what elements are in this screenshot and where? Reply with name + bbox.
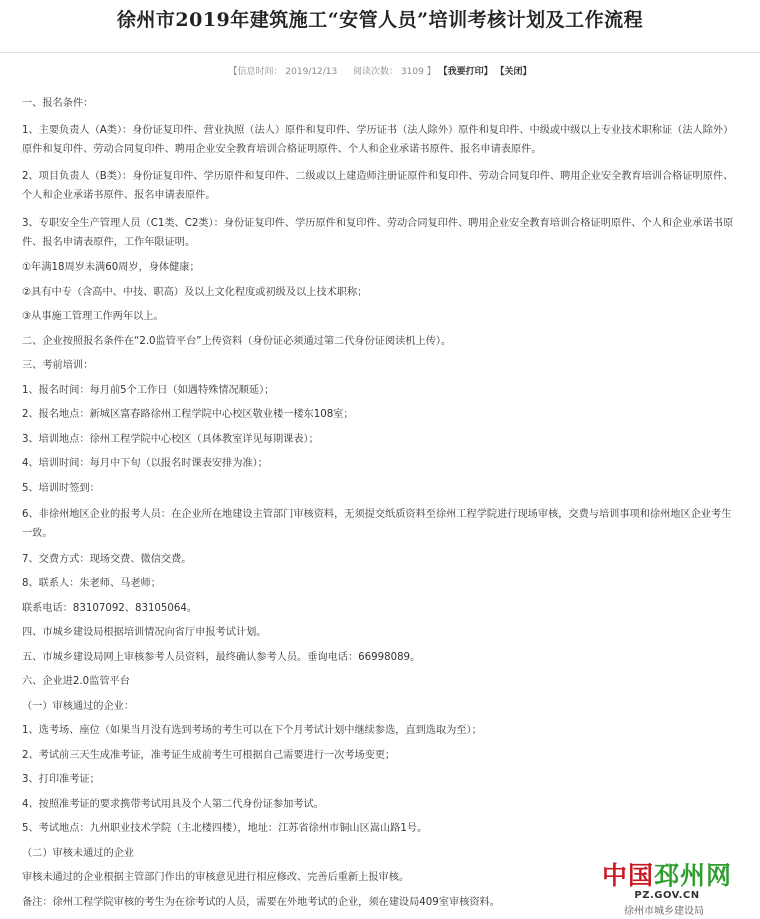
watermark-domain: PZ.GOV.CN	[634, 890, 700, 901]
training-item-6: 6、非徐州地区企业的报考人员：在企业所在地建设主管部门审核资料，无须提交纸质资料至徐州工程学院进行现场审核，交费与培训事项和徐州地区企业考生一致。	[22, 509, 732, 539]
training-item-3: 3、培训地点：徐州工程学院中心校区（具体教室详见每期课表）；	[22, 433, 319, 445]
info-time-label: 【信息时间：	[228, 67, 283, 77]
rejected-note: 审核未通过的企业根据主管部门作出的审核意见进行相应修改、完善后重新上报审核。	[22, 872, 410, 883]
section-heading-4: 四、市城乡建设局根据培训情况向省厅申报考试计划。	[22, 627, 267, 638]
approved-item-1: 1、选考场、座位（如果当月没有选到考场的考生可以在下个月考试计划中继续参选，直到选取为至）；	[22, 725, 482, 736]
title-divider	[0, 52, 760, 53]
section-heading-1: 一、报名条件：	[22, 98, 94, 109]
paragraph-a-class: 1、主要负责人（A类）：身份证复印件、营业执照（法人）原件和复印件、学历证书（法人除外）原件和复印件、中级或中级以上专业技术职称证（法人除外）原件和复印件、劳动合同复印件、聘用企业安全教育培训合格证明原件、个人和企业承诺书原件、报名申请表原件。	[22, 124, 734, 155]
section-heading-5: 五、市城乡建设局网上审核参考人员资料，最终确认参考人员。垂询电话：66998089。	[22, 651, 421, 663]
contact-phone: 联系电话：83107092、83105064。	[22, 602, 198, 614]
watermark-title	[592, 862, 742, 890]
article-body	[22, 96, 738, 919]
section-heading-3: 三、考前培训：	[22, 360, 94, 371]
paragraph-b-class: 2、项目负责人（B类）：身份证复印件、学历原件和复印件、二级或以上建造师注册证原件和复印件、劳动合同复印件、聘用企业安全教育培训合格证明原件、个人和企业承诺书原件、报名申请表原件。	[22, 171, 734, 201]
meta-info-bar	[0, 65, 760, 79]
training-item-8: 8、联系人：朱老师、马老师；	[22, 578, 161, 589]
remark-note: 备注：徐州工程学院审核的考生为在徐考试的人员，需要在外地考试的企业，须在建设局409室审核资料。	[22, 896, 500, 908]
watermark-title-part2: 邳州网	[654, 861, 733, 890]
training-item-1: 1、报名时间：每月前5个工作日（如遇特殊情况顺延）；	[22, 384, 275, 396]
condition-1: ①年满18周岁未满60周岁，身体健康；	[22, 262, 200, 273]
training-item-5: 5、培训时签到：	[22, 482, 100, 494]
section-heading-6: 六、企业进2.0监管平台	[22, 676, 130, 687]
view-count-value: 3109	[400, 67, 424, 77]
paragraph-c-class: 3、专职安全生产管理人员（C1类、C2类）：身份证复印件、学历原件和复印件、劳动合同复印件、聘用企业安全教育培训合格证明原件、个人和企业承诺书原件、报名申请表原件，工作年限证明。	[22, 217, 734, 248]
training-item-4: 4、培训时间：每月中下旬（以报名时课表安排为准）；	[22, 458, 268, 469]
condition-3: ③从事施工管理工作两年以上。	[22, 311, 164, 322]
section-heading-2: 二、企业按照报名条件在“2.0监管平台”上传资料（身份证必须通过第二代身份证阅读机上传）。	[22, 335, 452, 347]
training-item-2: 2、报名地点：新城区富春路徐州工程学院中心校区敬业楼一楼东108室；	[22, 409, 354, 420]
training-item-7: 7、交费方式：现场交费、微信交费。	[22, 553, 192, 565]
approved-item-2: 2、考试前三天生成准考证，准考证生成前考生可根据自己需要进行一次考场变更；	[22, 749, 396, 761]
subsection-approved: （一）审核通过的企业：	[22, 700, 135, 712]
footer-issuer-partial: 徐州市城乡建设局	[624, 906, 704, 917]
print-link[interactable]: 【我要打印】	[438, 67, 493, 77]
close-link[interactable]: 【关闭】	[495, 67, 532, 77]
approved-item-5: 5、考试地点：九州职业技术学院（主北楼四楼），地址：江苏省徐州市铜山区嵩山路1号。	[22, 823, 428, 834]
watermark-title-part1: 中国	[601, 861, 654, 890]
page-title: 徐州市2019年建筑施工“安管人员”培训考核计划及工作流程	[116, 9, 644, 31]
meta-bracket-close: 】	[426, 67, 436, 77]
info-time-value: 2019/12/13	[285, 67, 338, 77]
approved-item-4: 4、按照准考证的要求携带考试用具及个人第二代身份证参加考试。	[22, 798, 324, 810]
condition-2: ②具有中专（含高中、中技、职高）及以上文化程度或初级及以上技术职称；	[22, 286, 368, 298]
approved-item-3: 3、打印准考证；	[22, 774, 100, 785]
view-count-label: 阅读次数：	[353, 67, 399, 77]
subsection-rejected: （二）审核未通过的企业	[22, 847, 135, 859]
site-watermark-logo	[592, 862, 742, 901]
